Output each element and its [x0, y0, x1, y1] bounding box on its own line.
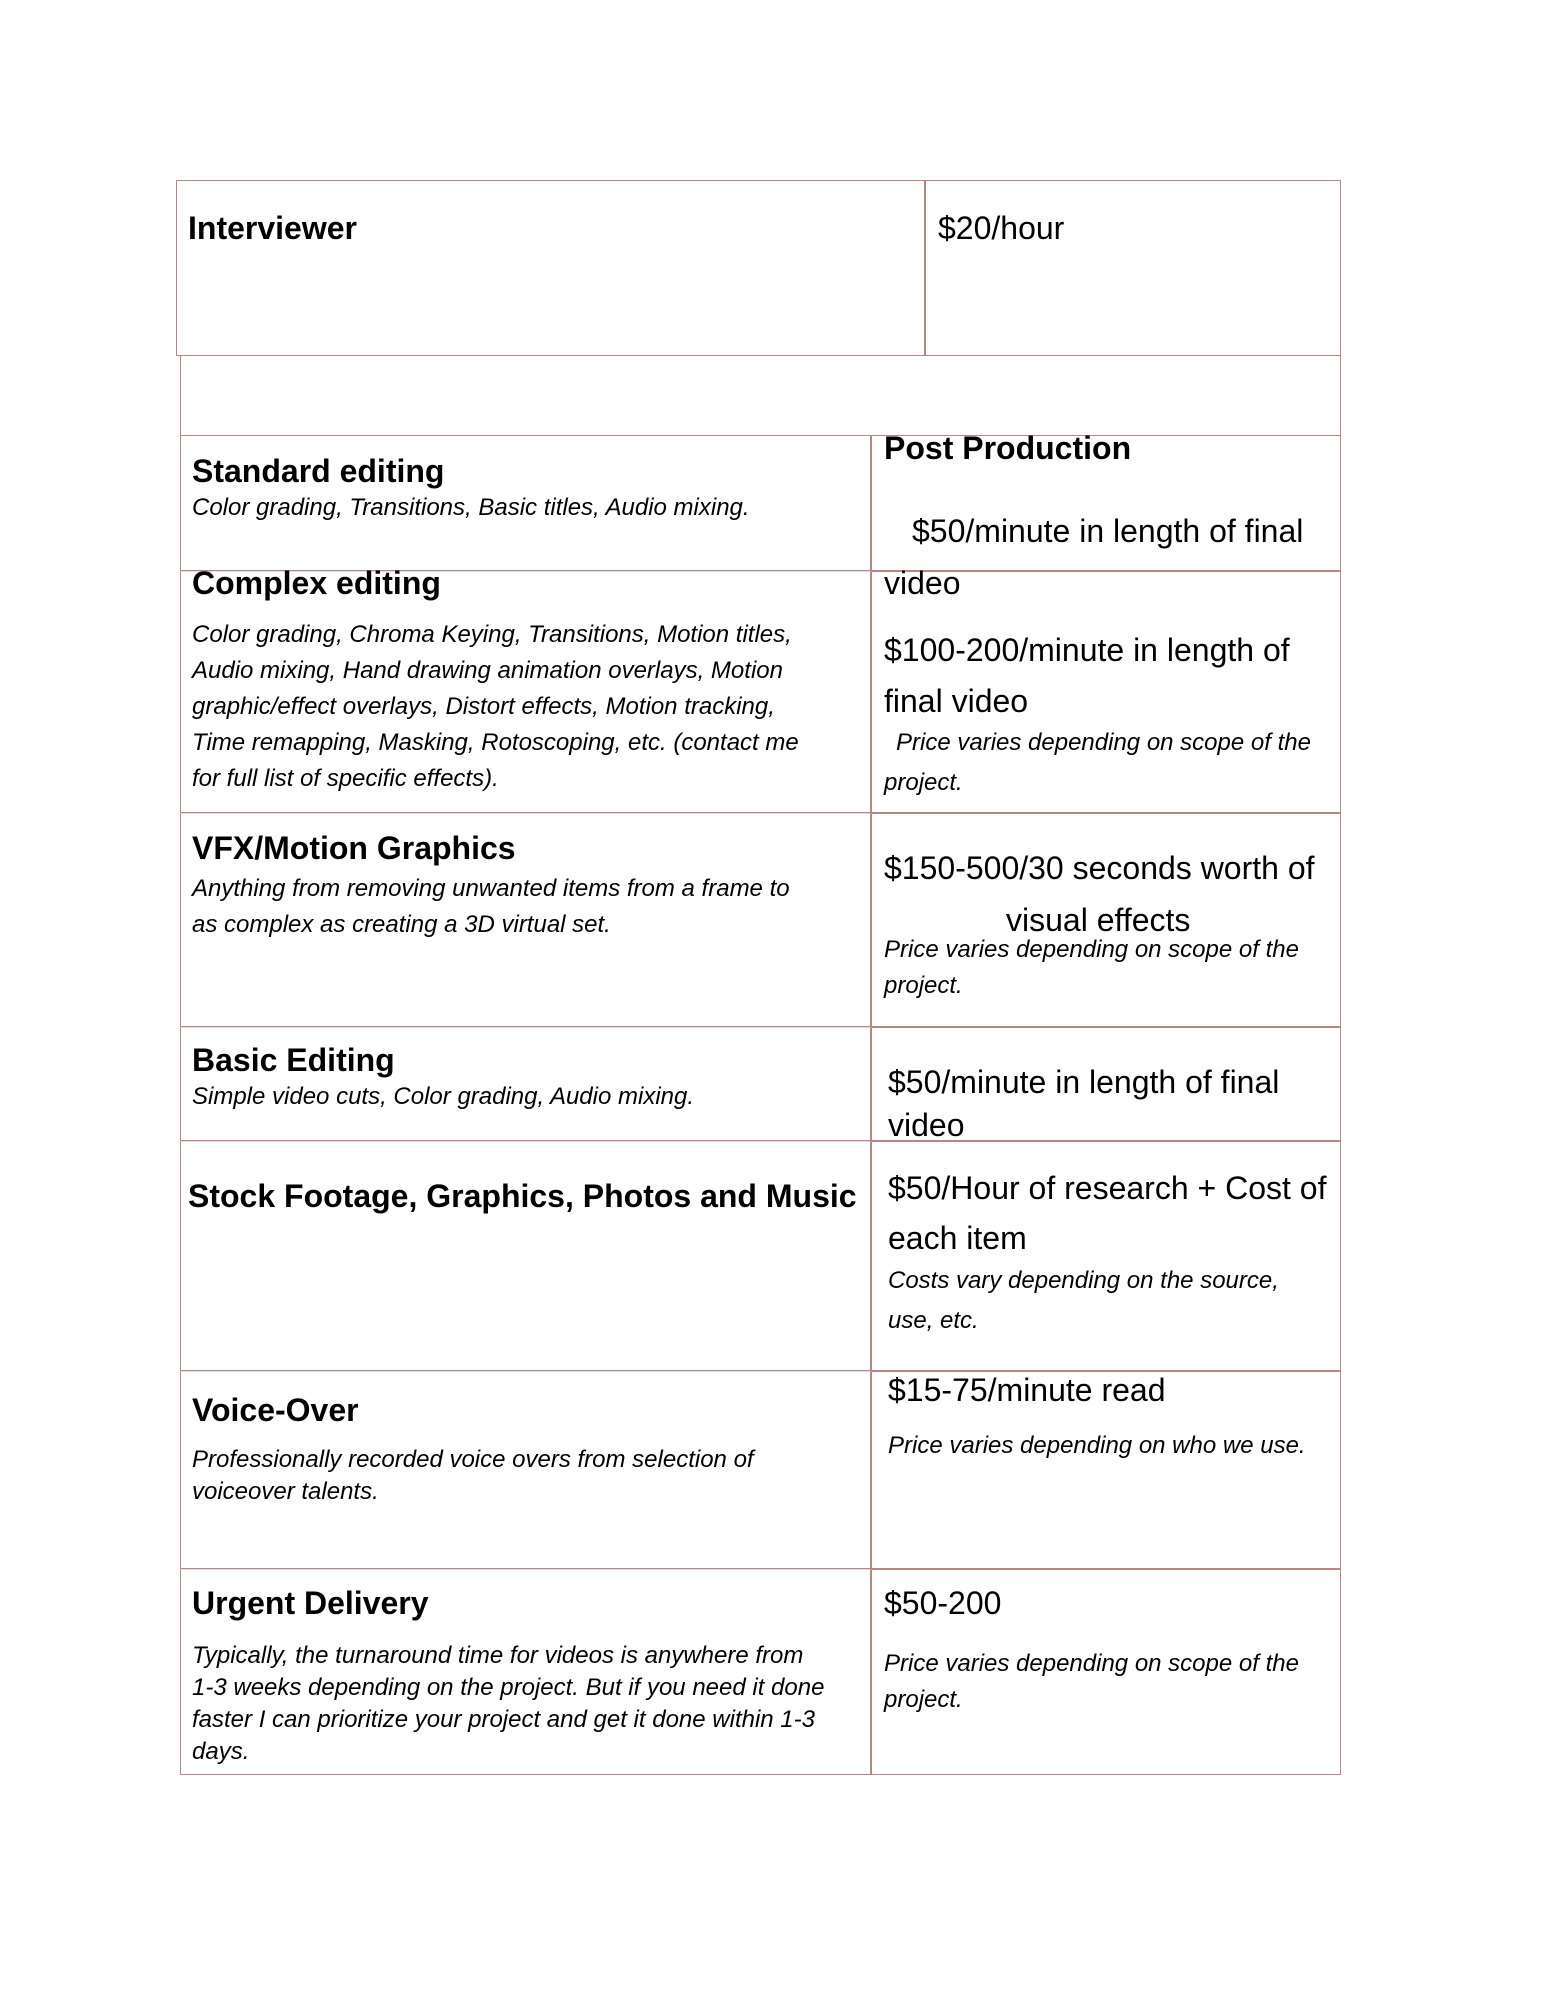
complex-editing-desc-line: Time remapping, Masking, Rotoscoping, etc. (contact me [192, 729, 799, 756]
urgent-desc-line: faster I can prioritize your project and get it done within 1-3 [192, 1706, 815, 1733]
urgent-price: $50-200 [884, 1585, 1002, 1621]
vfx-price-line1: $150-500/30 seconds worth of [884, 850, 1315, 886]
complex-editing-desc-line: Audio mixing, Hand drawing animation overlays, Motion [192, 657, 783, 684]
standard-editing-price-line1: $50/minute in length of final [912, 513, 1304, 549]
interviewer-cell [176, 180, 925, 356]
basic-editing-price-line1: $50/minute in length of final [888, 1064, 1280, 1100]
urgent-note-line1: Price varies depending on scope of the [884, 1650, 1299, 1677]
urgent-desc-line: 1-3 weeks depending on the project. But if you need it done [192, 1674, 825, 1701]
interviewer-price: $20/hour [938, 210, 1065, 246]
urgent-title: Urgent Delivery [192, 1585, 429, 1621]
urgent-desc-line: days. [192, 1738, 250, 1765]
vfx-desc-line: Anything from removing unwanted items from a frame to [192, 875, 790, 902]
complex-editing-note-line1: Price varies depending on scope of the [896, 729, 1311, 756]
basic-editing-title: Basic Editing [192, 1042, 395, 1078]
vfx-note-line1: Price varies depending on scope of the [884, 936, 1299, 963]
basic-editing-price-line2: video [888, 1107, 965, 1143]
stock-note-line1: Costs vary depending on the source, [888, 1267, 1279, 1294]
vfx-price-line2: visual effects [1006, 902, 1191, 938]
stock-price-line2: each item [888, 1220, 1027, 1256]
stock-cell [180, 1141, 871, 1371]
complex-editing-note-line2: project. [884, 769, 963, 796]
voiceover-desc-line: voiceover talents. [192, 1478, 379, 1505]
standard-editing-desc: Color grading, Transitions, Basic titles, Audio mixing. [192, 494, 750, 521]
vfx-title: VFX/Motion Graphics [192, 830, 516, 866]
spacer-row [180, 356, 1341, 436]
interviewer-title: Interviewer [188, 210, 357, 246]
vfx-desc-line: as complex as creating a 3D virtual set. [192, 911, 611, 938]
urgent-desc-line: Typically, the turnaround time for videos is anywhere from [192, 1642, 804, 1669]
stock-price-line1: $50/Hour of research + Cost of [888, 1170, 1327, 1206]
complex-editing-desc-line: graphic/effect overlays, Distort effects, Motion tracking, [192, 693, 775, 720]
voiceover-title: Voice-Over [192, 1392, 359, 1428]
complex-editing-desc-line: for full list of specific effects). [192, 765, 499, 792]
standard-editing-title: Standard editing [192, 453, 445, 489]
voiceover-desc-line: Professionally recorded voice overs from selection of [192, 1446, 754, 1473]
voiceover-price: $15-75/minute read [888, 1372, 1166, 1408]
complex-editing-desc-line: Color grading, Chroma Keying, Transitions, Motion titles, [192, 621, 792, 648]
stock-note-line2: use, etc. [888, 1307, 979, 1334]
post-production-title: Post Production [884, 430, 1132, 466]
voiceover-note: Price varies depending on who we use. [888, 1432, 1306, 1459]
stock-title: Stock Footage, Graphics, Photos and Music [188, 1178, 857, 1214]
vfx-note-line2: project. [884, 972, 963, 999]
complex-editing-price-line2: final video [884, 683, 1029, 719]
standard-editing-price-line2: video [884, 565, 961, 601]
urgent-note-line2: project. [884, 1686, 963, 1713]
basic-editing-desc: Simple video cuts, Color grading, Audio mixing. [192, 1083, 695, 1110]
interviewer-price-cell [925, 180, 1341, 356]
complex-editing-title: Complex editing [192, 565, 441, 601]
complex-editing-price-line1: $100-200/minute in length of [884, 632, 1290, 668]
